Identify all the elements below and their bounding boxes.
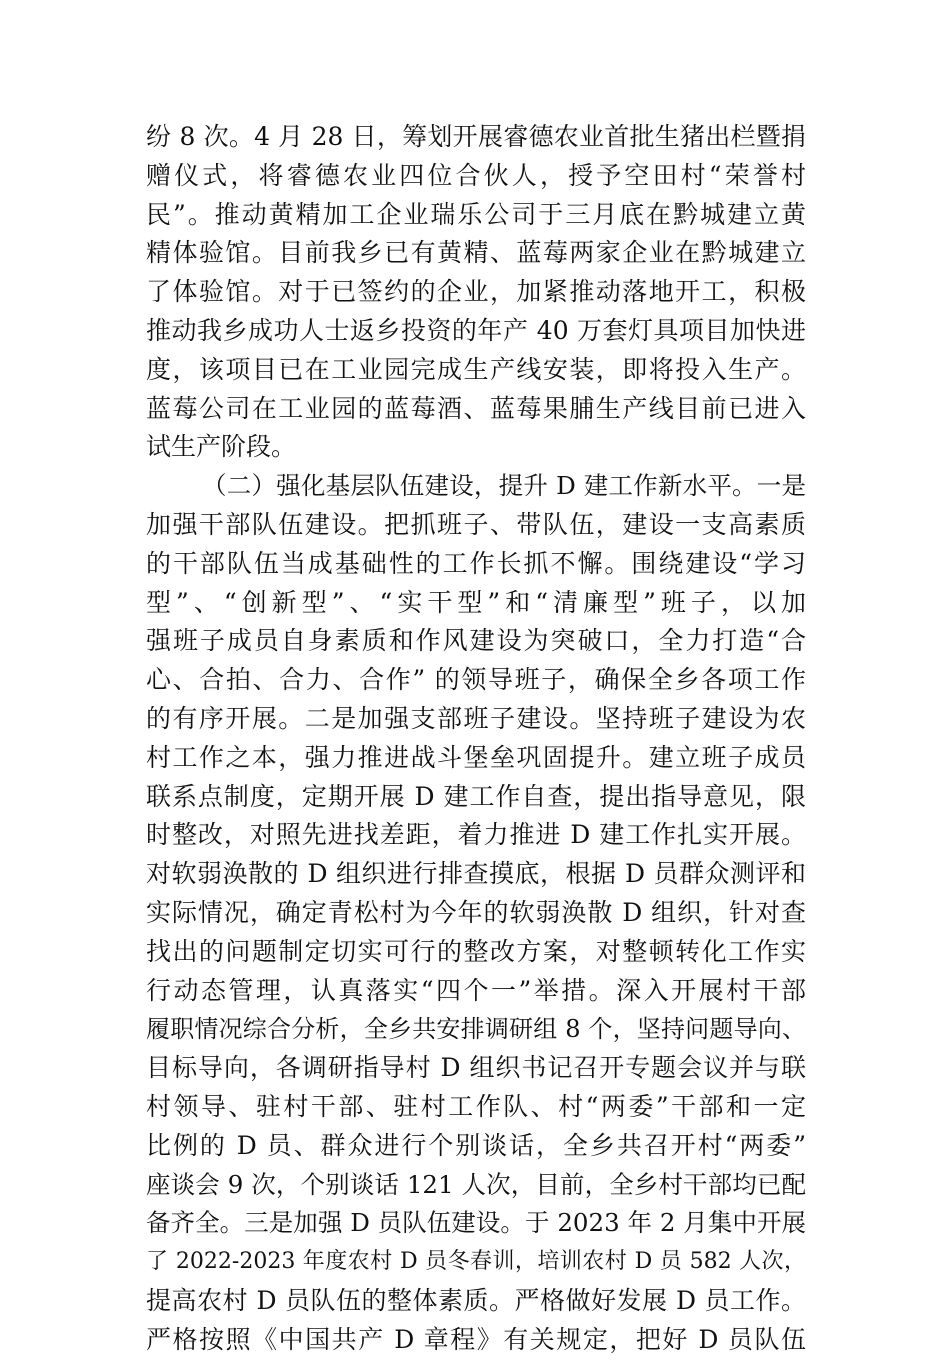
text-line: 蓝莓公司在工业园的蓝莓酒、蓝莓果脯生产线目前已进入 [146,393,806,423]
text-line: 的有序开展。二是加强支部班子建设。坚持班子建设为农 [146,703,806,733]
text-line: 提高农村 D 员队伍的整体素质。严格做好发展 D 员工作。 [146,1285,806,1315]
text-line: 了 2022-2023 年度农村 D 员冬春训，培训农村 D 员 582 人次， [146,1249,806,1275]
text-line: 推动我乡成功人士返乡投资的年产 40 万套灯具项目加快进 [146,315,806,345]
text-line: 强班子成员自身素质和作风建设为突破口，全力打造“合 [146,626,806,656]
text-line: 座谈会 9 次，个别谈话 121 人次，目前，全乡村干部均已配 [146,1169,806,1199]
text-line: 型”、“创新型”、“实干型”和“清廉型”班子，以加 [146,587,806,617]
text-line: 赠仪式，将睿德农业四位合伙人，授予空田村“荣誉村 [146,160,806,190]
text-line: 了体验馆。对于已签约的企业，加紧推动落地开工，积极 [146,277,806,307]
text-line: 时整改，对照先进找差距，着力推进 D 建工作扎实开展。 [146,820,806,850]
text-line: 备齐全。三是加强 D 员队伍建设。于 2023 年 2 月集中开展 [146,1208,806,1238]
text-line: 联系点制度，定期开展 D 建工作自查，提出指导意见，限 [146,781,806,811]
text-line: 比例的 D 员、群众进行个别谈话，全乡共召开村“两委” [146,1130,806,1160]
paragraph-1 [146,118,806,467]
text-line: 民”。推动黄精加工企业瑞乐公司于三月底在黔城建立黄 [146,199,806,229]
text-line: 加强干部队伍建设。把抓班子、带队伍，建设一支高素质 [146,509,806,539]
text-line: 纷 8 次。4 月 28 日，筹划开展睿德农业首批生猪出栏暨捐 [146,122,806,151]
text-line: 履职情况综合分析，全乡共安排调研组 8 个，坚持问题导向、 [146,1015,806,1044]
text-line: 找出的问题制定切实可行的整改方案，对整顿转化工作实 [146,936,806,966]
paragraph-2 [146,467,806,1359]
text-line: 的干部队伍当成基础性的工作长抓不懈。围绕建设“学习 [146,548,806,578]
text-line: 试生产阶段。 [146,432,297,462]
text-line: 严格按照《中国共产 D 章程》有关规定，把好 D 员队伍 [146,1324,806,1354]
text-line: 目标导向，各调研指导村 D 组织书记召开专题会议并与联 [146,1053,806,1083]
text-line: 实际情况，确定青松村为今年的软弱涣散 D 组织，针对查 [146,897,806,927]
text-line: 行动态管理，认真落实“四个一”举措。深入开展村干部 [146,975,806,1005]
text-line: 村工作之本，强力推进战斗堡垒巩固提升。建立班子成员 [146,742,806,772]
section-heading-line: （二）强化基层队伍建设，提升 D 建工作新水平。一是 [202,471,806,501]
text-line: 村领导、驻村干部、驻村工作队、村“两委”干部和一定 [146,1091,806,1121]
text-line: 对软弱涣散的 D 组织进行排查摸底，根据 D 员群众测评和 [146,859,806,889]
text-line: 精体验馆。目前我乡已有黄精、蓝莓两家企业在黔城建立 [146,238,806,268]
body-text [146,118,806,1360]
text-line: 度，该项目已在工业园完成生产线安装，即将投入生产。 [146,354,806,384]
text-line: 心、合拍、合力、合作” 的领导班子，确保全乡各项工作 [146,665,806,695]
